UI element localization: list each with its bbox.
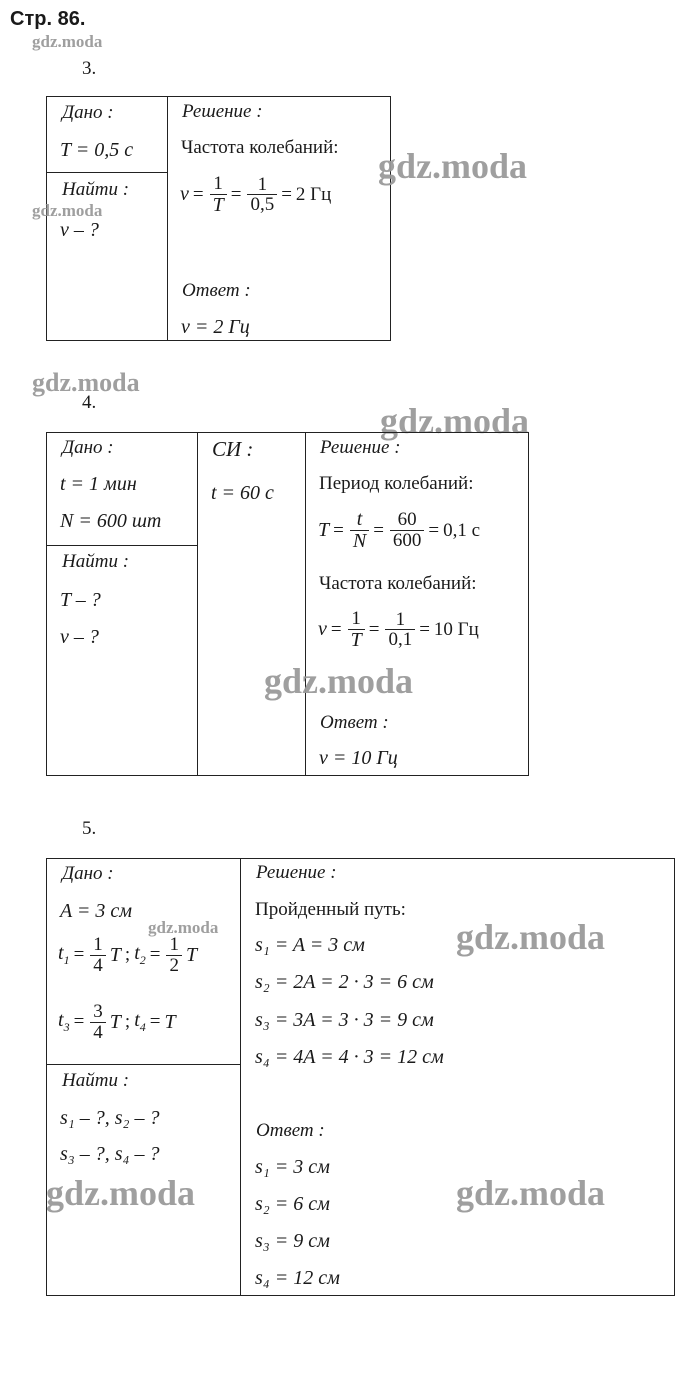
p5-answer-3: s₃ = 9 см xyxy=(255,1230,330,1252)
p4-fraction-60-600: $\frac{60}{600}$ xyxy=(390,510,425,551)
p3-nu: ν xyxy=(180,183,189,206)
p5-s1: s₁ = A = 3 см xyxy=(255,934,365,956)
p5-t2: $t_2$ xyxy=(134,942,146,968)
p3-solution-label: Решение : xyxy=(182,101,263,122)
p5-answer-1: s₁ = 3 см xyxy=(255,1156,330,1178)
p3-formula: ν = $\frac{1}{T}$ = $\frac{1}{0,5}$ = 2 Гц xyxy=(180,173,332,216)
p5-T: T xyxy=(109,1010,121,1033)
problem-4-divider-2 xyxy=(305,432,306,776)
p5-answer-4: s₄ = 12 см xyxy=(255,1267,340,1289)
p4-period-text: Период колебаний: xyxy=(319,473,474,494)
p4-freq-text: Частота колебаний: xyxy=(319,573,477,594)
p3-find-label: Найти : xyxy=(62,179,130,200)
watermark: gdz.moda xyxy=(456,1173,606,1213)
p5-T: T xyxy=(164,1010,176,1033)
p5-T: T xyxy=(109,943,121,966)
p4-freq-result: 10 Гц xyxy=(433,618,479,640)
p5-fraction-3-4: $\frac{3}{4}$ xyxy=(90,1002,106,1043)
problem-3-divider-vertical xyxy=(167,96,168,341)
p4-T: T xyxy=(318,519,330,541)
p5-s4: s₄ = 4A = 4 · 3 = 12 см xyxy=(255,1046,444,1068)
p5-given-A: A = 3 см xyxy=(60,900,132,922)
problem-4-divider-horizontal xyxy=(46,545,197,546)
p4-nu: ν xyxy=(318,618,327,641)
page-title: Стр. 86. xyxy=(10,8,86,30)
p5-find-label: Найти : xyxy=(62,1070,130,1091)
p3-fraction-2: $\frac{1}{0,5}$ xyxy=(247,175,277,216)
p4-given-t: t = 1 мин xyxy=(60,473,137,495)
p3-answer-label: Ответ : xyxy=(182,280,251,301)
problem-3-number: 3. xyxy=(82,58,97,79)
p5-t3: $t_3$ xyxy=(58,1009,70,1035)
p5-fraction-1-2: $\frac{1}{2}$ xyxy=(166,935,182,976)
p4-answer-value: ν = 10 Гц xyxy=(319,747,398,769)
p5-answer-label: Ответ : xyxy=(256,1120,325,1141)
problem-5-number: 5. xyxy=(82,818,97,839)
p5-T: T xyxy=(185,943,198,966)
p3-solution-text: Частота колебаний: xyxy=(181,137,339,158)
p4-find-label: Найти : xyxy=(62,551,130,572)
p5-given-t1-t2: $t_1$ = $\frac{1}{4}$ T ; $t_2$ = $\frac{1}{2}$ T xyxy=(58,934,198,976)
p4-si-label: СИ : xyxy=(212,437,254,461)
p3-given-label: Дано : xyxy=(62,102,114,123)
problem-4-number: 4. xyxy=(82,392,97,413)
problem-4-divider-1 xyxy=(197,432,198,776)
p3-find-value: ν – ? xyxy=(60,219,99,241)
p5-s2: s₂ = 2A = 2 · 3 = 6 см xyxy=(255,971,434,993)
p4-period-result: 0,1 с xyxy=(443,519,481,541)
p3-answer-value: ν = 2 Гц xyxy=(181,316,250,338)
watermark: gdz.moda xyxy=(32,368,140,397)
p5-find-1: s₁ – ?, s₂ – ? xyxy=(60,1107,160,1129)
p5-given-label: Дано : xyxy=(62,863,114,884)
p3-result: 2 Гц xyxy=(295,183,332,205)
p5-solution-label: Решение : xyxy=(256,862,337,883)
watermark: gdz.moda xyxy=(46,1173,196,1213)
p4-answer-label: Ответ : xyxy=(320,712,389,733)
watermark: gdz.moda xyxy=(456,917,606,957)
p4-fraction-1T: $\frac{1}{T}$ xyxy=(348,609,365,651)
watermark: gdz.moda xyxy=(32,201,103,220)
watermark: gdz.moda xyxy=(380,401,530,441)
watermark: gdz.moda xyxy=(32,32,103,51)
p4-given-N: N = 600 шт xyxy=(60,510,162,532)
p3-fraction-1: $\frac{1}{T}$ xyxy=(210,174,227,216)
p4-fraction-1-01: $\frac{1}{0,1}$ xyxy=(385,610,415,651)
p5-answer-2: s₂ = 6 см xyxy=(255,1193,330,1215)
p3-given-value: T = 0,5 с xyxy=(60,139,134,161)
p4-find-T: T – ? xyxy=(60,589,101,611)
p4-freq-formula: ν = $\frac{1}{T}$ = $\frac{1}{0,1}$ = 10 Гц xyxy=(318,608,479,651)
watermark: gdz.moda xyxy=(378,146,528,186)
p5-fraction-1-4: $\frac{1}{4}$ xyxy=(90,935,106,976)
problem-5-divider-horizontal xyxy=(46,1064,240,1065)
p5-path-text: Пройденный путь: xyxy=(255,899,406,920)
p5-t1: $t_1$ xyxy=(58,942,70,968)
watermark: gdz.moda xyxy=(264,661,414,701)
p4-given-label: Дано : xyxy=(62,437,114,458)
p4-si-t: t = 60 с xyxy=(211,482,274,504)
p4-solution-label: Решение : xyxy=(320,437,401,458)
p5-given-t3-t4: $t_3$ = $\frac{3}{4}$ T ; $t_4$ = T xyxy=(58,1001,176,1043)
p4-fraction-tN: $\frac{t}{N}$ xyxy=(350,509,369,552)
p4-period-formula: T = $\frac{t}{N}$ = $\frac{60}{600}$ = 0,1 с xyxy=(318,508,481,552)
problem-5-divider-vertical xyxy=(240,858,241,1296)
p5-find-2: s₃ – ?, s₄ – ? xyxy=(60,1143,160,1165)
p5-s3: s₃ = 3A = 3 · 3 = 9 см xyxy=(255,1009,434,1031)
p4-find-nu: ν – ? xyxy=(60,626,99,648)
problem-3-divider-horizontal xyxy=(46,172,167,173)
p5-t4: $t_4$ xyxy=(134,1009,146,1035)
watermark: gdz.moda xyxy=(148,918,219,937)
